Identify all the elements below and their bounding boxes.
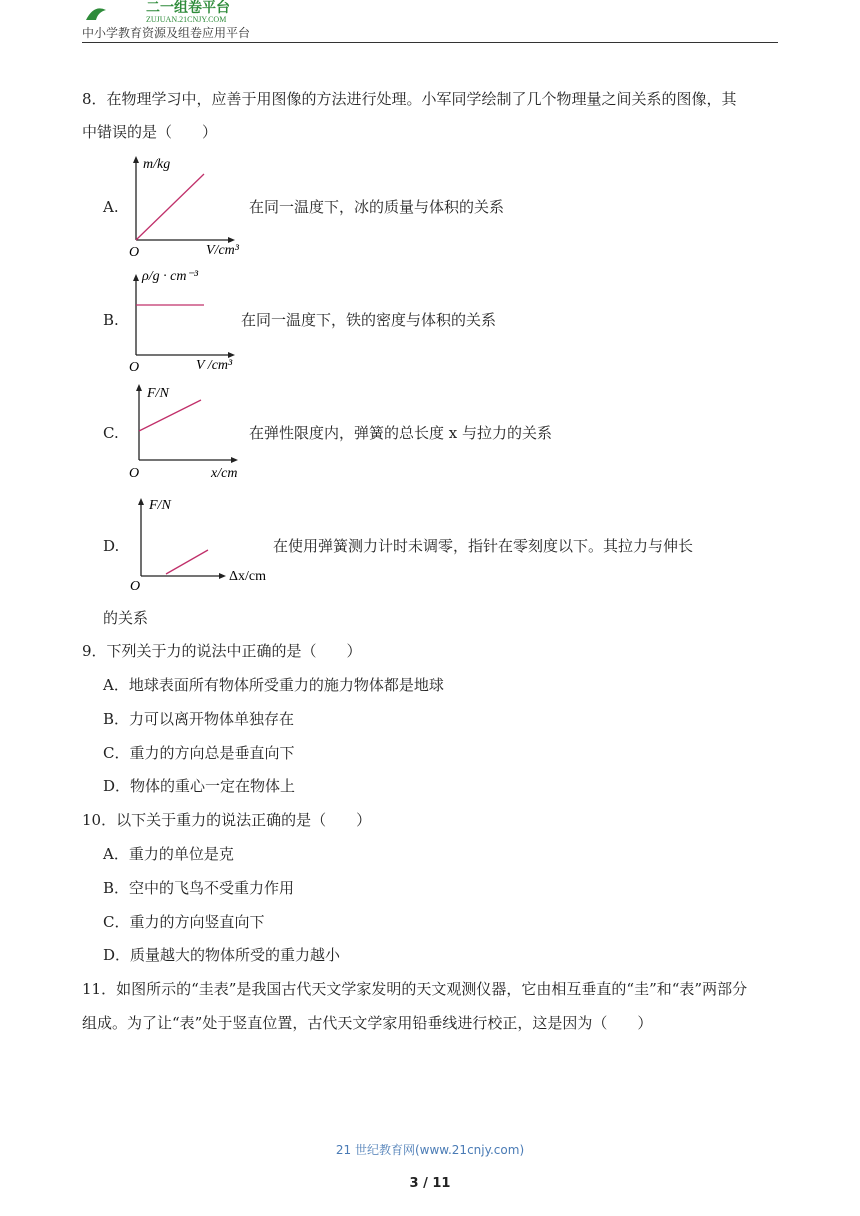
y-axis-label: ρ/g · cm⁻³ xyxy=(142,269,199,284)
x-axis-label: Δx/cm xyxy=(229,569,266,584)
header-divider xyxy=(82,42,778,43)
platform-logo xyxy=(84,0,284,24)
origin-label: O xyxy=(130,579,141,594)
x-axis-label: V/cm³ xyxy=(206,243,239,258)
q8-option-a-letter[interactable]: A. xyxy=(103,198,119,216)
q8-stem-line1: 8．在物理学习中，应善于用图像的方法进行处理。小军同学绘制了几个物理量之间关系的图像，其 xyxy=(82,90,737,108)
origin-label: O xyxy=(129,466,140,481)
q9-option-d[interactable]: D．物体的重心一定在物体上 xyxy=(103,777,296,795)
q9-option-c[interactable]: C．重力的方向总是垂直向下 xyxy=(103,744,295,762)
q8-option-d-graph xyxy=(126,492,276,596)
x-axis-label: V /cm³ xyxy=(196,358,233,373)
plot-line xyxy=(136,174,204,240)
page-number: 3 / 11 xyxy=(409,1176,451,1191)
logo-url: ZUJUAN.21CNJY.COM xyxy=(146,15,227,24)
header-subtitle: 中小学教育资源及组卷应用平台 xyxy=(82,26,251,40)
origin-label: O xyxy=(129,360,140,374)
footer-site-link[interactable]: 21 世纪教育网(www.21cnjy.com) xyxy=(335,1143,525,1157)
origin-label: O xyxy=(129,245,140,258)
q8-option-a-graph xyxy=(126,150,256,258)
q10-stem: 10．以下关于重力的说法正确的是（ ） xyxy=(82,811,372,829)
runner-logo-icon xyxy=(86,8,106,20)
q9-option-a[interactable]: A．地球表面所有物体所受重力的施力物体都是地球 xyxy=(103,676,444,694)
q8-option-c-letter[interactable]: C. xyxy=(103,424,119,442)
q11-stem-line2: 组成。为了让“表”处于竖直位置，古代天文学家用铅垂线进行校正，这是因为（ ） xyxy=(82,1014,653,1032)
q8-option-b-letter[interactable]: B. xyxy=(103,311,119,329)
q8-option-b-text[interactable]: 在同一温度下，铁的密度与体积的关系 xyxy=(241,311,497,329)
q8-option-d-letter[interactable]: D. xyxy=(103,537,120,555)
y-axis-label: F/N xyxy=(149,498,171,513)
q10-option-b[interactable]: B．空中的飞鸟不受重力作用 xyxy=(103,879,295,897)
plot-line xyxy=(166,550,208,574)
q11-stem-line1: 11．如图所示的“圭表”是我国古代天文学家发明的天文观测仪器，它由相互垂直的“圭”和“表”两部分 xyxy=(82,980,748,998)
x-axis-label: x/cm xyxy=(211,466,238,481)
plot-line xyxy=(139,400,201,431)
y-axis-label: m/kg xyxy=(143,157,171,172)
q10-option-c[interactable]: C．重力的方向竖直向下 xyxy=(103,913,265,931)
logo-text: 二一组卷平台 xyxy=(146,1,230,16)
q9-stem: 9．下列关于力的说法中正确的是（ ） xyxy=(82,642,362,660)
q8-option-d-text[interactable]: 在使用弹簧测力计时未调零，指针在零刻度以下。其拉力与伸长 xyxy=(273,537,694,555)
q8-option-b-graph xyxy=(126,262,256,374)
q8-option-a-text[interactable]: 在同一温度下，冰的质量与体积的关系 xyxy=(249,198,505,216)
q10-option-d[interactable]: D．质量越大的物体所受的重力越小 xyxy=(103,946,341,964)
q8-option-d-text-cont[interactable]: 的关系 xyxy=(103,609,149,627)
q9-option-b[interactable]: B．力可以离开物体单独存在 xyxy=(103,710,295,728)
q8-stem-line2: 中错误的是（ ） xyxy=(82,123,218,141)
q10-option-a[interactable]: A．重力的单位是克 xyxy=(103,845,234,863)
y-axis-label: F/N xyxy=(147,386,169,401)
q8-option-c-text[interactable]: 在弹性限度内，弹簧的总长度 x 与拉力的关系 xyxy=(249,424,552,442)
q8-option-c-graph xyxy=(126,380,256,484)
